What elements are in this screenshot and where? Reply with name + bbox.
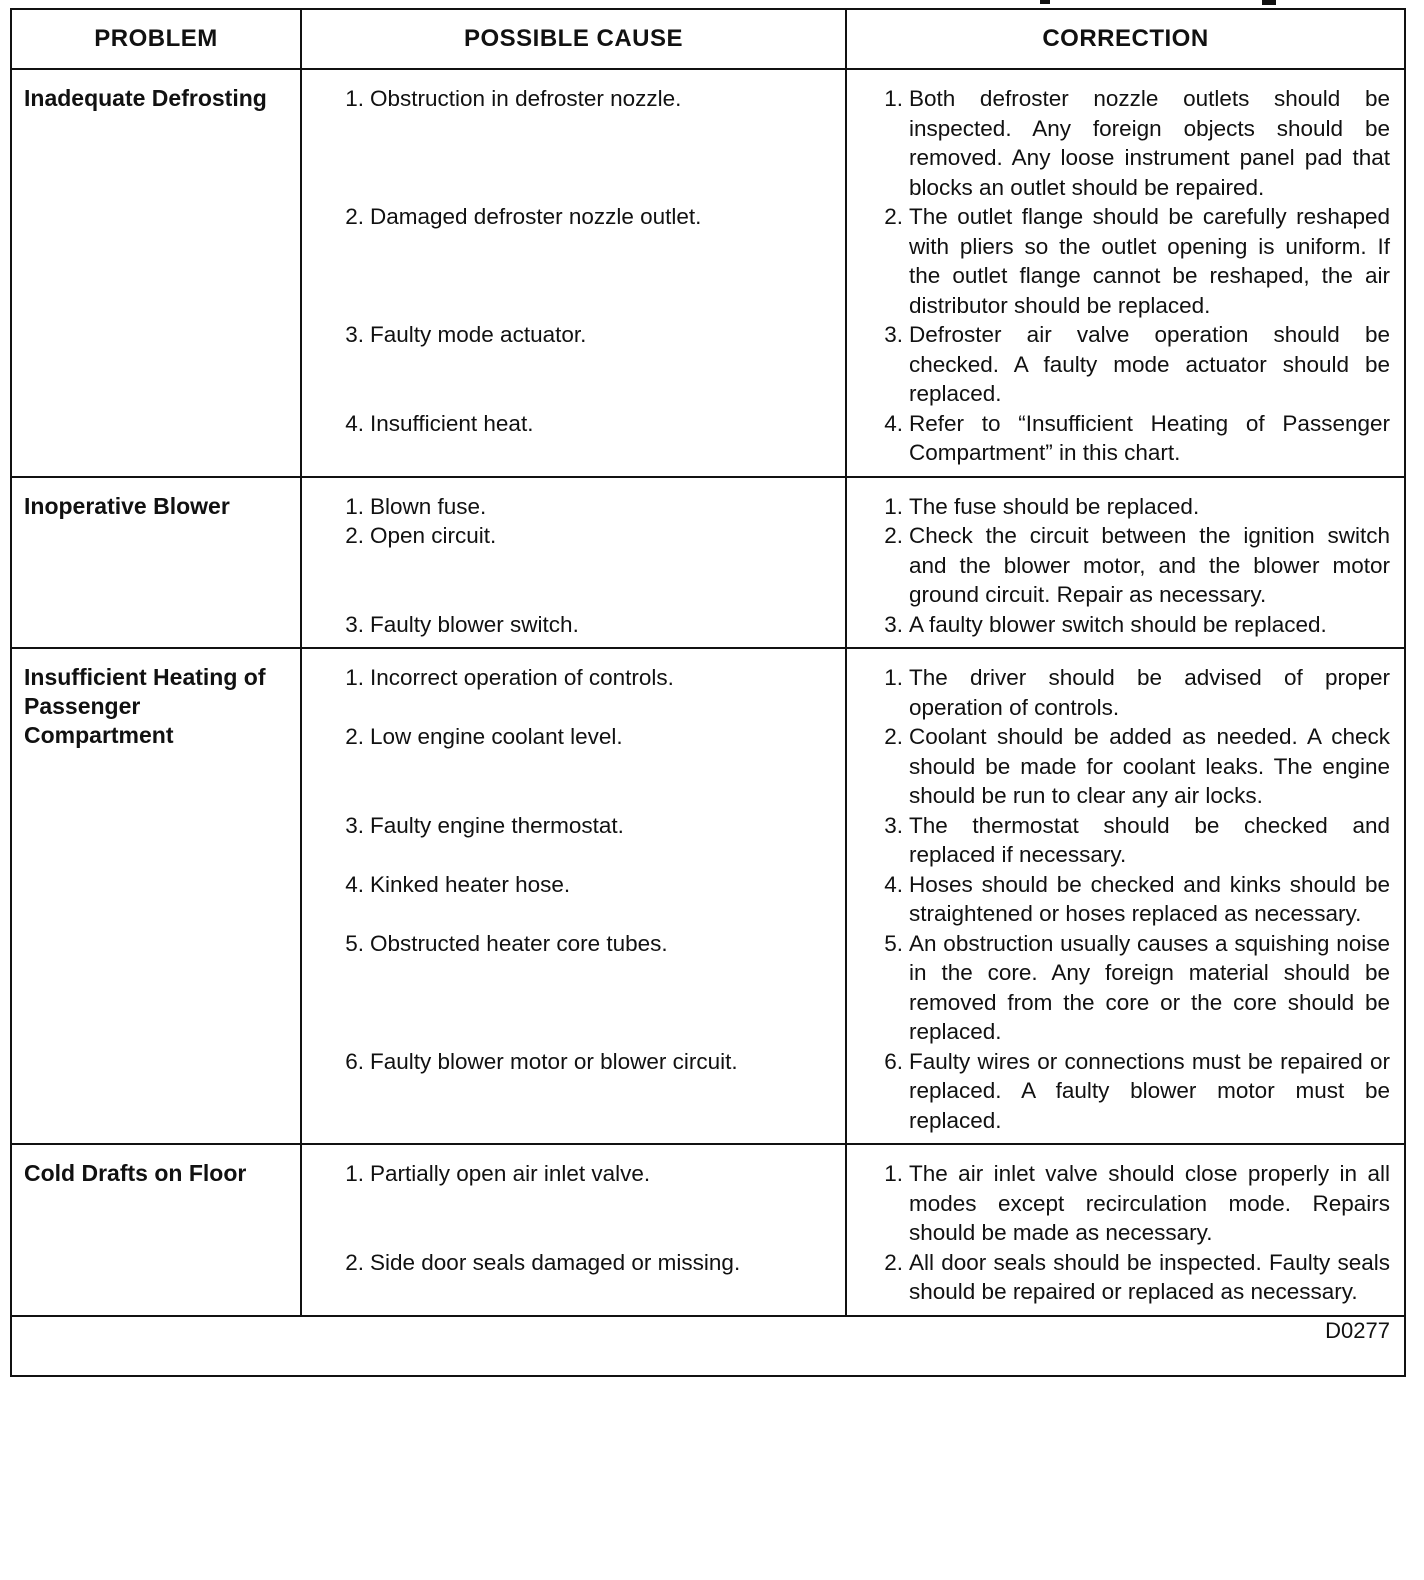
cause-text: Faulty blower motor or blower circuit. xyxy=(370,1048,738,1074)
cause-cell xyxy=(301,648,846,1144)
cause-text: Insufficient heat. xyxy=(370,410,534,436)
cause-item xyxy=(310,610,835,640)
correction-item xyxy=(855,811,1394,870)
cause-text: Incorrect operation of controls. xyxy=(370,665,674,690)
correction-item xyxy=(855,84,1394,202)
correction-text: Coolant should be added as needed. A check should be made for coolant leaks. The engine should be run to clear any air locks. xyxy=(909,724,1390,808)
correction-item xyxy=(855,492,1394,522)
item-number: 1. xyxy=(345,665,364,690)
cause-item xyxy=(310,722,835,811)
correction-text: Hoses should be checked and kinks should be straightened or hoses replaced as necessary. xyxy=(909,871,1390,926)
correction-item xyxy=(855,409,1394,468)
problem-cell: Inadequate Defrosting xyxy=(11,69,301,477)
table-row xyxy=(11,477,1405,649)
header-possible-cause: POSSIBLE CAUSE xyxy=(301,9,846,69)
correction-item xyxy=(855,202,1394,320)
cause-text: Blown fuse. xyxy=(370,493,487,519)
cause-item xyxy=(310,663,835,722)
cause-item xyxy=(310,1047,835,1136)
correction-text: Refer to “Insufficient Heating of Passenger Compartment” in this chart. xyxy=(909,410,1390,465)
header-problem: PROBLEM xyxy=(11,9,301,69)
cause-text: Damaged defroster nozzle outlet. xyxy=(370,204,702,229)
item-number: 2. xyxy=(345,1249,364,1275)
cause-text: Obstructed heater core tubes. xyxy=(370,930,668,956)
cause-text: Partially open air inlet valve. xyxy=(370,1161,651,1186)
item-number: 2. xyxy=(345,204,364,229)
cause-cell xyxy=(301,69,846,477)
correction-item xyxy=(855,320,1394,409)
cause-cell xyxy=(301,477,846,649)
item-number: 2. xyxy=(884,1249,903,1275)
item-number: 5. xyxy=(884,930,903,956)
correction-text: Both defroster nozzle outlets should be inspected. Any foreign objects should be removed. Any loose instrument panel pad that blocks an outlet should be repaired. xyxy=(909,86,1390,200)
correction-cell xyxy=(846,69,1405,477)
correction-item xyxy=(855,521,1394,610)
troubleshooting-chart xyxy=(10,8,1404,1573)
item-number: 5. xyxy=(345,930,364,956)
table-row xyxy=(11,69,1405,477)
header-row xyxy=(11,9,1405,69)
item-number: 2. xyxy=(884,204,903,229)
correction-item xyxy=(855,663,1394,722)
problem-cell: Cold Drafts on Floor xyxy=(11,1144,301,1316)
correction-text: The thermostat should be checked and replaced if necessary. xyxy=(909,812,1390,867)
item-number: 4. xyxy=(345,871,364,897)
cause-item xyxy=(310,320,835,409)
cause-item xyxy=(310,929,835,1047)
diagnosis-table xyxy=(10,8,1406,1377)
item-number: 4. xyxy=(884,871,903,897)
item-number: 2. xyxy=(884,523,903,548)
correction-text: All door seals should be inspected. Faulty seals should be repaired or replaced as necessary. xyxy=(909,1249,1390,1304)
item-number: 4. xyxy=(345,410,364,436)
item-number: 1. xyxy=(345,493,364,519)
cause-item xyxy=(310,1248,835,1307)
cause-text: Kinked heater hose. xyxy=(370,871,571,897)
item-number: 1. xyxy=(884,493,903,519)
cause-text: Low engine coolant level. xyxy=(370,724,623,749)
table-row xyxy=(11,1144,1405,1316)
item-number: 1. xyxy=(345,86,364,111)
item-number: 4. xyxy=(884,410,903,436)
item-number: 1. xyxy=(884,86,903,111)
correction-item xyxy=(855,610,1394,640)
cause-text: Faulty mode actuator. xyxy=(370,322,587,347)
item-number: 1. xyxy=(884,665,903,690)
item-number: 2. xyxy=(345,724,364,749)
problem-cell: Insufficient Heating of Passenger Compartment xyxy=(11,648,301,1144)
correction-cell xyxy=(846,648,1405,1144)
correction-text: The outlet flange should be carefully reshaped with pliers so the outlet opening is uniform. If the outlet flange cannot be reshaped, the air distributor should be replaced. xyxy=(909,204,1390,318)
figure-code: D0277 xyxy=(11,1316,1405,1376)
correction-text: An obstruction usually causes a squishing noise in the core. Any foreign material should be removed from the core or the core should be replaced. xyxy=(909,930,1390,1044)
correction-item xyxy=(855,870,1394,929)
cause-item xyxy=(310,202,835,320)
cause-item xyxy=(310,521,835,610)
item-number: 3. xyxy=(345,611,364,637)
correction-item xyxy=(855,1248,1394,1307)
cause-item xyxy=(310,409,835,468)
footer-row xyxy=(11,1316,1405,1376)
scan-mark xyxy=(1040,0,1050,4)
correction-item xyxy=(855,1159,1394,1248)
correction-text: Faulty wires or connections must be repaired or replaced. A faulty blower motor must be replaced. xyxy=(909,1048,1390,1133)
cause-text: Obstruction in defroster nozzle. xyxy=(370,86,682,111)
cause-item xyxy=(310,492,835,522)
correction-text: The air inlet valve should close properly in all modes except recirculation mode. Repairs should be made as necessary. xyxy=(909,1161,1390,1245)
table-body xyxy=(11,69,1405,1316)
correction-text: The driver should be advised of proper operation of controls. xyxy=(909,665,1390,720)
item-number: 1. xyxy=(345,1161,364,1186)
correction-cell xyxy=(846,1144,1405,1316)
cause-text: Faulty engine thermostat. xyxy=(370,812,624,838)
item-number: 3. xyxy=(345,322,364,347)
item-number: 1. xyxy=(884,1161,903,1186)
correction-cell xyxy=(846,477,1405,649)
scan-mark xyxy=(1262,0,1276,5)
correction-text: Defroster air valve operation should be checked. A faulty mode actuator should be replaced. xyxy=(909,322,1390,406)
cause-item xyxy=(310,870,835,929)
correction-item xyxy=(855,1047,1394,1136)
item-number: 2. xyxy=(884,724,903,749)
cause-item xyxy=(310,84,835,202)
item-number: 2. xyxy=(345,523,364,548)
table-row xyxy=(11,648,1405,1144)
correction-item xyxy=(855,722,1394,811)
header-correction: CORRECTION xyxy=(846,9,1405,69)
item-number: 3. xyxy=(884,611,903,637)
correction-item xyxy=(855,929,1394,1047)
cause-text: Side door seals damaged or missing. xyxy=(370,1249,741,1275)
cause-text: Open circuit. xyxy=(370,523,497,548)
item-number: 3. xyxy=(345,812,364,838)
problem-cell: Inoperative Blower xyxy=(11,477,301,649)
item-number: 6. xyxy=(884,1048,903,1074)
item-number: 3. xyxy=(884,812,903,838)
correction-text: Check the circuit between the ignition switch and the blower motor, and the blower motor ground circuit. Repair as necessary. xyxy=(909,523,1390,607)
cause-cell xyxy=(301,1144,846,1316)
item-number: 6. xyxy=(345,1048,364,1074)
cause-item xyxy=(310,1159,835,1248)
item-number: 3. xyxy=(884,322,903,347)
cause-text: Faulty blower switch. xyxy=(370,611,579,637)
correction-text: The fuse should be replaced. xyxy=(909,493,1200,519)
cause-item xyxy=(310,811,835,870)
correction-text: A faulty blower switch should be replaced. xyxy=(909,611,1327,637)
